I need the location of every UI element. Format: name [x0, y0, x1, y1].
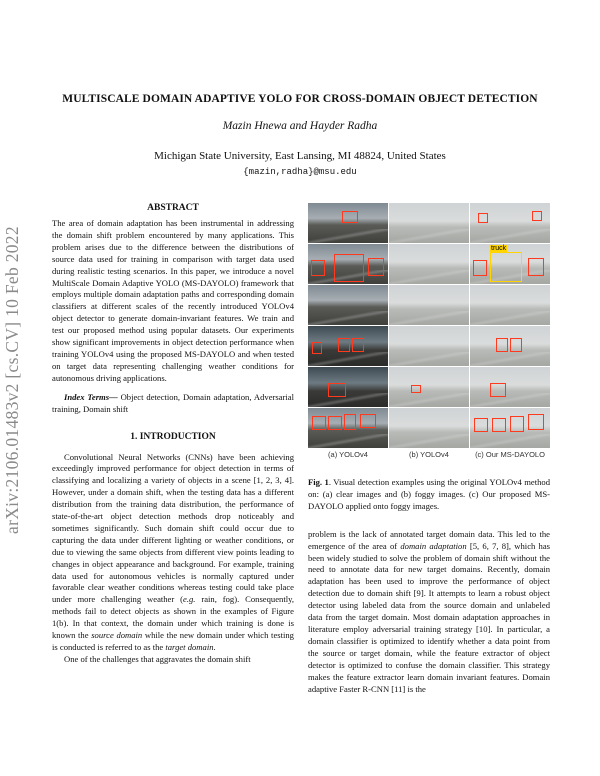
- intro-text-d: .: [213, 642, 216, 652]
- figure-image: [470, 285, 550, 325]
- index-terms-text: Object detection, Domain adaptation, Adversarial training, Domain shift: [52, 391, 294, 414]
- figure-image: [389, 326, 469, 366]
- right-column-paragraph: [308, 529, 550, 696]
- figure-image: [389, 367, 469, 407]
- figure-image: [308, 367, 388, 407]
- figure-image: [308, 285, 388, 325]
- figure-label-c: (c) Our MS-DAYOLO: [475, 450, 545, 459]
- figure-image: [470, 203, 550, 243]
- right-text-b: [5, 6, 7, 8], which has been widely studied to solve the problem of domain shift without the need to annotate data for new target domains. Recently, domain adaptation has been used to improve the performance of object detection due to domain shift [9]. It attempts to learn a robust object detector using labeled data from the source domain and unlabeled data from the target domain. Most domain adaptation approaches in literature employ adversarial training strategy [10]. In particular, a domain classifier is optimized to identify whether a data point from the source or target domain, while the feature extractor of object detector is optimized to confuse the domain classifier. This strategy makes the feature extractor learn domain invariant features. Domain adaptive Faster R-CNN [11] is the: [308, 540, 551, 694]
- index-terms: [52, 392, 294, 416]
- figure-image: [389, 203, 469, 243]
- abstract-heading: ABSTRACT: [147, 203, 199, 213]
- figure-image: [470, 326, 550, 366]
- figure-image: [308, 326, 388, 366]
- figure-image: [470, 244, 550, 284]
- figure-label-a: (a) YOLOv4: [328, 450, 368, 459]
- intro-eg: e.g.: [183, 594, 196, 605]
- paper-title: MULTISCALE DOMAIN ADAPTIVE YOLO FOR CROSS-DOMAIN OBJECT DETECTION: [62, 93, 538, 105]
- left-column: [52, 203, 294, 666]
- figure-image: [308, 244, 388, 284]
- intro-source-domain: source domain: [91, 630, 143, 641]
- figure-caption-text: . Visual detection examples using the original YOLOv4 method on: (a) clear images and (b) foggy images. (c) Our proposed MS-DAYOLO applied onto foggy images.: [308, 477, 550, 511]
- truck-label: truck: [491, 245, 507, 252]
- paper-authors: Mazin Hnewa and Hayder Radha: [222, 120, 378, 132]
- abstract-text: The area of domain adaptation has been instrumental in addressing the domain shift problem encountered by many applications. This problem arises due to the difference between the distributions of source data used for training in comparison with target data used during realistic testing scenarios. In this paper, we introduce a novel MultiScale Domain Adaptive YOLO (MS-DAYOLO) framework that employs multiple domain adaptation paths and corresponding domain classifiers at different scales of the recently introduced YOLOv4 object detector to generate domain-invariant features. We train and test our proposed method using popular datasets. Our experiments show significant improvements in object detection performance when training YOLOv4 using the proposed MS-DAYOLO and when tested on target data representing challenging weather conditions for autonomous driving applications.: [52, 218, 294, 383]
- figure-caption: [308, 477, 550, 513]
- right-column: [308, 203, 550, 695]
- right-text-domain-adaptation: domain adaptation: [400, 540, 467, 551]
- figure-image: [308, 408, 388, 448]
- intro-paragraph-2: One of the challenges that aggravates the domain shift: [64, 653, 251, 664]
- right-text-a: problem is the lack of annotated target domain data. This led to the emergence of the area of: [308, 528, 550, 551]
- affiliation: Michigan State University, East Lansing, MI 48824, United States: [154, 150, 446, 162]
- intro-text-c: while the new domain under which testing is conducted is referred to as the: [52, 630, 294, 652]
- intro-heading: 1. INTRODUCTION: [130, 431, 216, 442]
- intro-paragraph-1: [52, 452, 294, 654]
- arxiv-identifier: arXiv:2106.01483v2 [cs.CV] 10 Feb 2022: [2, 226, 22, 534]
- figure-image: [389, 285, 469, 325]
- intro-text-a: Convolutional Neural Networks (CNNs) have been achieving exceedingly improved performance for object detection in terms of classifying and localizing a variety of objects in a scene [1, 2, 3, 4]. However, under a domain shift, when the testing data has a different distribution from the training data distribution, the performance of state-of-the-art object detection methods drop noticeably and sometimes significantly. Such domain shift could occur due to capturing the data under different lighting or weather conditions, or due to viewing the same objects from different view points leading to changes in object appearance and background. For example, training data used for autonomous vehicles is normally captured under favorable clear weather conditions whereas testing could take place under more challenging weather (: [52, 451, 294, 605]
- figure-label-b: (b) YOLOv4: [409, 450, 449, 459]
- figure-caption-label: Fig. 1: [308, 477, 329, 487]
- figure-column-labels: [308, 450, 550, 459]
- figure-image-grid: [308, 203, 550, 448]
- author-email: {mazin,radha}@msu.edu: [243, 167, 357, 177]
- index-terms-lead: Index Terms—: [64, 391, 118, 402]
- figure-1: [308, 203, 550, 459]
- intro-text-b: rain, fog). Consequently, methods fail to detect objects as shown in the examples of Figure 1(b). In that context, the domain under which training is done is known the: [52, 594, 294, 641]
- figure-image: [470, 408, 550, 448]
- intro-target-domain: target domain: [165, 642, 214, 652]
- figure-image: [308, 203, 388, 243]
- figure-image: [389, 244, 469, 284]
- figure-image: [470, 367, 550, 407]
- figure-image: [389, 408, 469, 448]
